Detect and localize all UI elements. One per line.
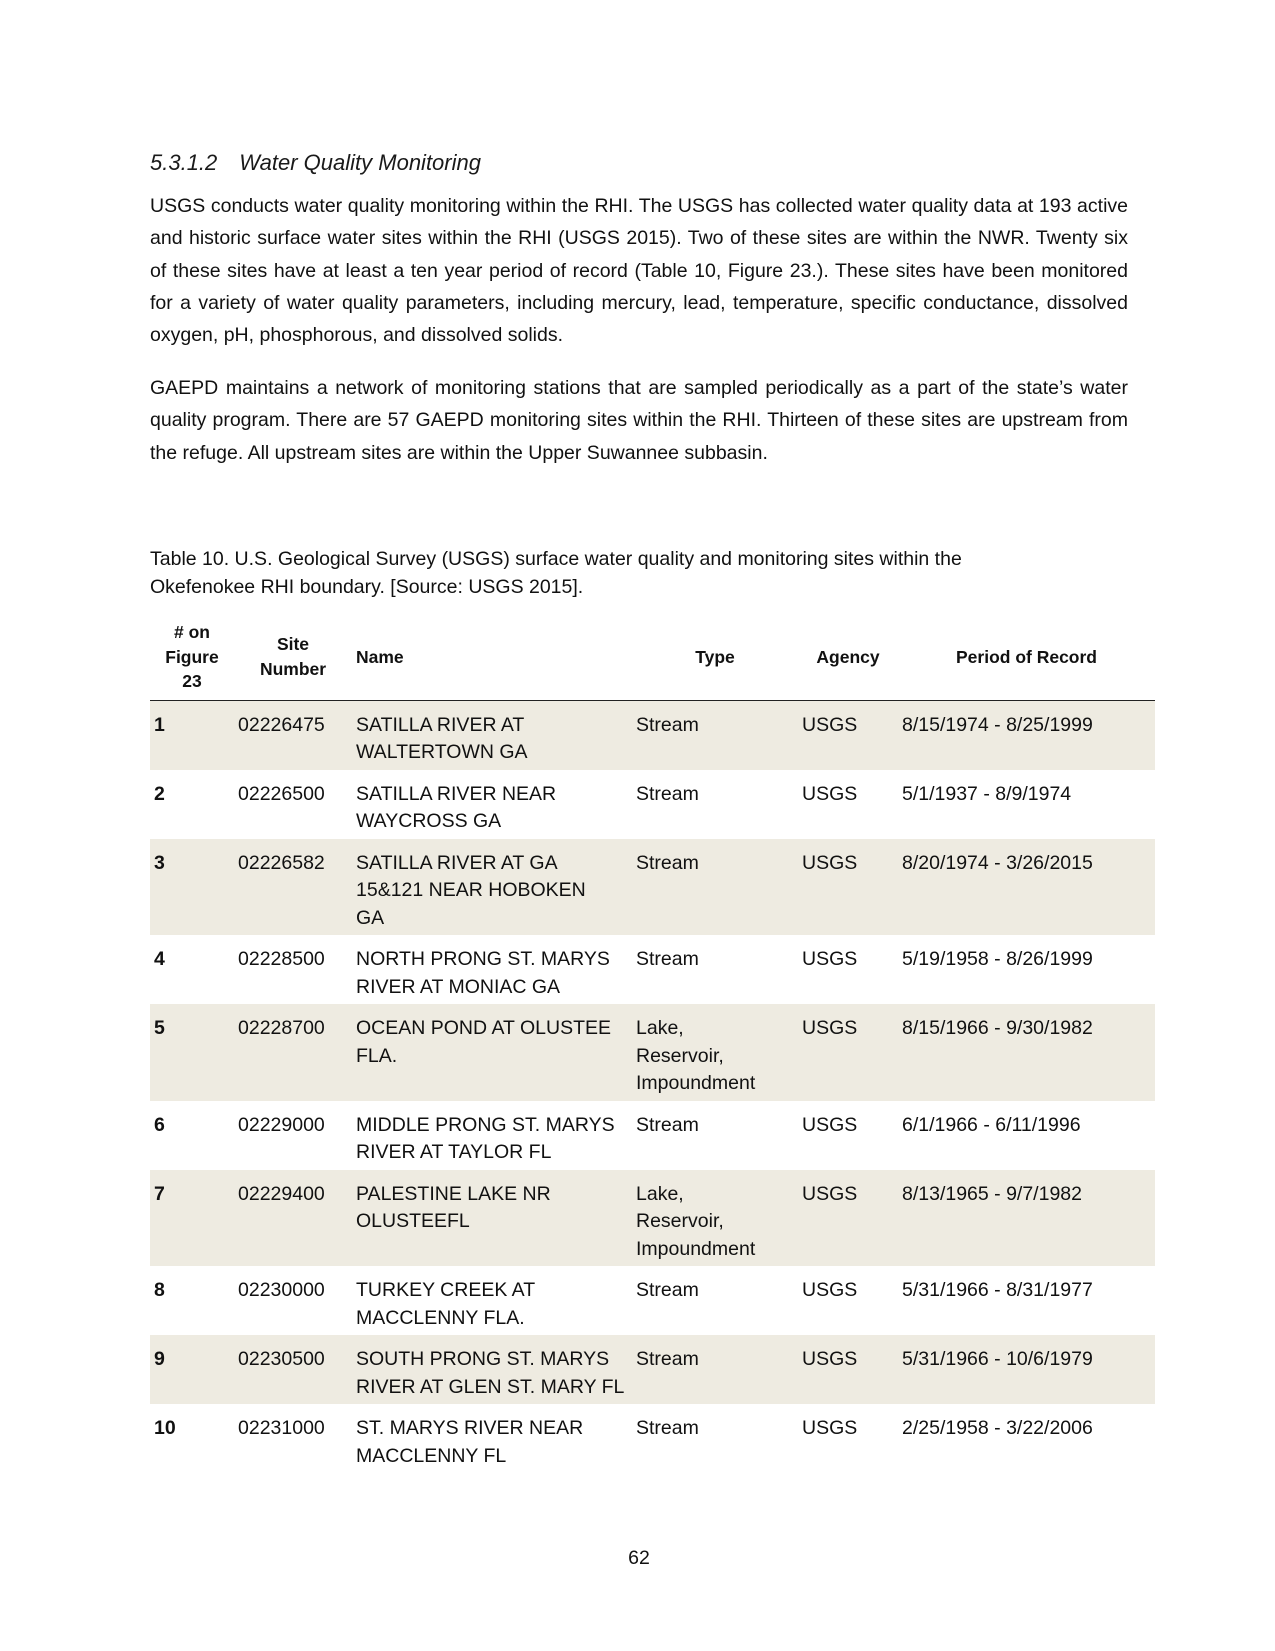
table-row	[150, 839, 1155, 936]
cell-figure-number: 3	[150, 839, 234, 936]
cell-figure-number: 4	[154, 948, 165, 970]
cell-agency: USGS	[798, 700, 898, 770]
cell-figure-number: 5	[150, 1004, 234, 1101]
table-row	[150, 700, 1155, 770]
cell-type: Stream	[636, 1279, 699, 1301]
cell-site-number: 02229400	[234, 1170, 352, 1267]
header-agency: Agency	[798, 620, 898, 700]
cell-site-number: 02231000	[238, 1417, 325, 1439]
table-caption-line: Table 10. U.S. Geological Survey (USGS) surface water quality and monitoring sites within the	[150, 548, 962, 570]
table-row	[150, 770, 1155, 839]
cell-type: Lake, Reservoir, Impoundment	[632, 1004, 798, 1101]
cell-period-of-record: 6/1/1966 - 6/11/1996	[902, 1113, 1081, 1136]
cell-agency: USGS	[802, 1417, 858, 1439]
cell-name: MIDDLE PRONG ST. MARYS RIVER AT TAYLOR FL	[356, 1113, 615, 1163]
cell-site-number: 02229000	[238, 1113, 325, 1136]
document-page	[150, 0, 1150, 1651]
cell-period-of-record: 8/15/1966 - 9/30/1982	[898, 1004, 1155, 1101]
table-row	[150, 1335, 1155, 1404]
table-row	[150, 1101, 1155, 1170]
cell-type: Stream	[636, 782, 699, 805]
cell-agency: USGS	[798, 839, 898, 936]
section-number: 5.3.1.2	[150, 150, 218, 175]
cell-figure-number: 1	[150, 700, 234, 770]
cell-site-number: 02228700	[234, 1004, 352, 1101]
cell-period-of-record: 8/13/1965 - 9/7/1982	[898, 1170, 1155, 1267]
section-heading	[150, 150, 481, 176]
cell-name: NORTH PRONG ST. MARYS RIVER AT MONIAC GA	[356, 948, 610, 998]
cell-type: Lake, Reservoir, Impoundment	[632, 1170, 798, 1267]
header-figure-number: # on Figure 23	[150, 620, 234, 700]
cell-period-of-record: 5/31/1966 - 10/6/1979	[898, 1335, 1155, 1404]
cell-name: PALESTINE LAKE NR OLUSTEEFL	[352, 1170, 632, 1267]
cell-period-of-record: 2/25/1958 - 3/22/2006	[902, 1417, 1093, 1439]
table-row	[150, 1004, 1155, 1101]
paragraph-gaepd-monitoring: GAEPD maintains a network of monitoring stations that are sampled periodically as a part of the state’s water quality program. There are 57 GAEPD monitoring sites within the RHI. Thirteen of these sites are upstream from the refuge. All upstream sites are within the Upper Suwannee subbasin.	[150, 377, 1128, 464]
table-row	[150, 1404, 1155, 1473]
cell-agency: USGS	[802, 1279, 858, 1301]
cell-type: Stream	[632, 1335, 798, 1404]
cell-figure-number: 7	[150, 1170, 234, 1267]
cell-site-number: 02230000	[238, 1279, 325, 1301]
cell-type: Stream	[636, 1113, 699, 1136]
section-title: Water Quality Monitoring	[239, 150, 481, 175]
cell-figure-number: 9	[150, 1335, 234, 1404]
header-site-number: Site Number	[234, 620, 352, 700]
table-row	[150, 935, 1155, 1004]
page-number: 62	[628, 1547, 650, 1569]
cell-agency: USGS	[798, 1170, 898, 1267]
table-caption-line: Okefenokee RHI boundary. [Source: USGS 2015].	[150, 576, 584, 598]
cell-figure-number: 2	[154, 782, 165, 805]
cell-site-number: 02226500	[238, 782, 325, 805]
cell-period-of-record: 5/1/1937 - 8/9/1974	[902, 782, 1072, 805]
cell-site-number: 02226475	[234, 700, 352, 770]
cell-figure-number: 8	[154, 1279, 165, 1301]
cell-agency: USGS	[798, 1335, 898, 1404]
table-caption	[150, 545, 1050, 601]
header-name: Name	[352, 620, 632, 700]
cell-type: Stream	[636, 948, 699, 970]
cell-agency: USGS	[802, 948, 858, 970]
table-row	[150, 1266, 1155, 1335]
monitoring-sites-table	[150, 620, 1155, 1473]
cell-period-of-record: 8/20/1974 - 3/26/2015	[898, 839, 1155, 936]
table-body	[150, 700, 1155, 1473]
cell-figure-number: 6	[154, 1113, 165, 1136]
cell-name: OCEAN POND AT OLUSTEE FLA.	[352, 1004, 632, 1101]
cell-site-number: 02228500	[238, 948, 325, 970]
table-row	[150, 1170, 1155, 1267]
cell-name: ST. MARYS RIVER NEAR MACCLENNY FL	[356, 1417, 584, 1467]
cell-period-of-record: 5/31/1966 - 8/31/1977	[902, 1279, 1093, 1301]
cell-site-number: 02226582	[234, 839, 352, 936]
cell-name: SOUTH PRONG ST. MARYS RIVER AT GLEN ST. MARY FL	[352, 1335, 632, 1404]
cell-name: SATILLA RIVER NEAR WAYCROSS GA	[356, 782, 557, 832]
header-period-of-record: Period of Record	[898, 620, 1155, 700]
cell-name: SATILLA RIVER AT WALTERTOWN GA	[352, 700, 632, 770]
cell-site-number: 02230500	[234, 1335, 352, 1404]
header-type: Type	[632, 620, 798, 700]
cell-agency: USGS	[798, 1004, 898, 1101]
table-header-row	[150, 620, 1155, 700]
cell-name: TURKEY CREEK AT MACCLENNY FLA.	[356, 1279, 536, 1329]
cell-type: Stream	[632, 700, 798, 770]
cell-name: SATILLA RIVER AT GA 15&121 NEAR HOBOKEN GA	[352, 839, 632, 936]
paragraph-usgs-monitoring: USGS conducts water quality monitoring within the RHI. The USGS has collected water quality data at 193 active and historic surface water sites within the RHI (USGS 2015). Two of these sites are within the NWR. Twenty six of these sites have at least a ten year period of record (Table 10, Figure 23.). These sites have been monitored for a variety of water quality parameters, including mercury, lead, temperature, specific conductance, dissolved oxygen, pH, phosphorous, and dissolved solids.	[150, 195, 1128, 347]
cell-figure-number: 10	[154, 1417, 176, 1439]
cell-period-of-record: 8/15/1974 - 8/25/1999	[898, 700, 1155, 770]
cell-period-of-record: 5/19/1958 - 8/26/1999	[902, 948, 1093, 970]
cell-type: Stream	[636, 1417, 699, 1439]
cell-type: Stream	[632, 839, 798, 936]
cell-agency: USGS	[802, 1113, 858, 1136]
cell-agency: USGS	[802, 782, 858, 805]
